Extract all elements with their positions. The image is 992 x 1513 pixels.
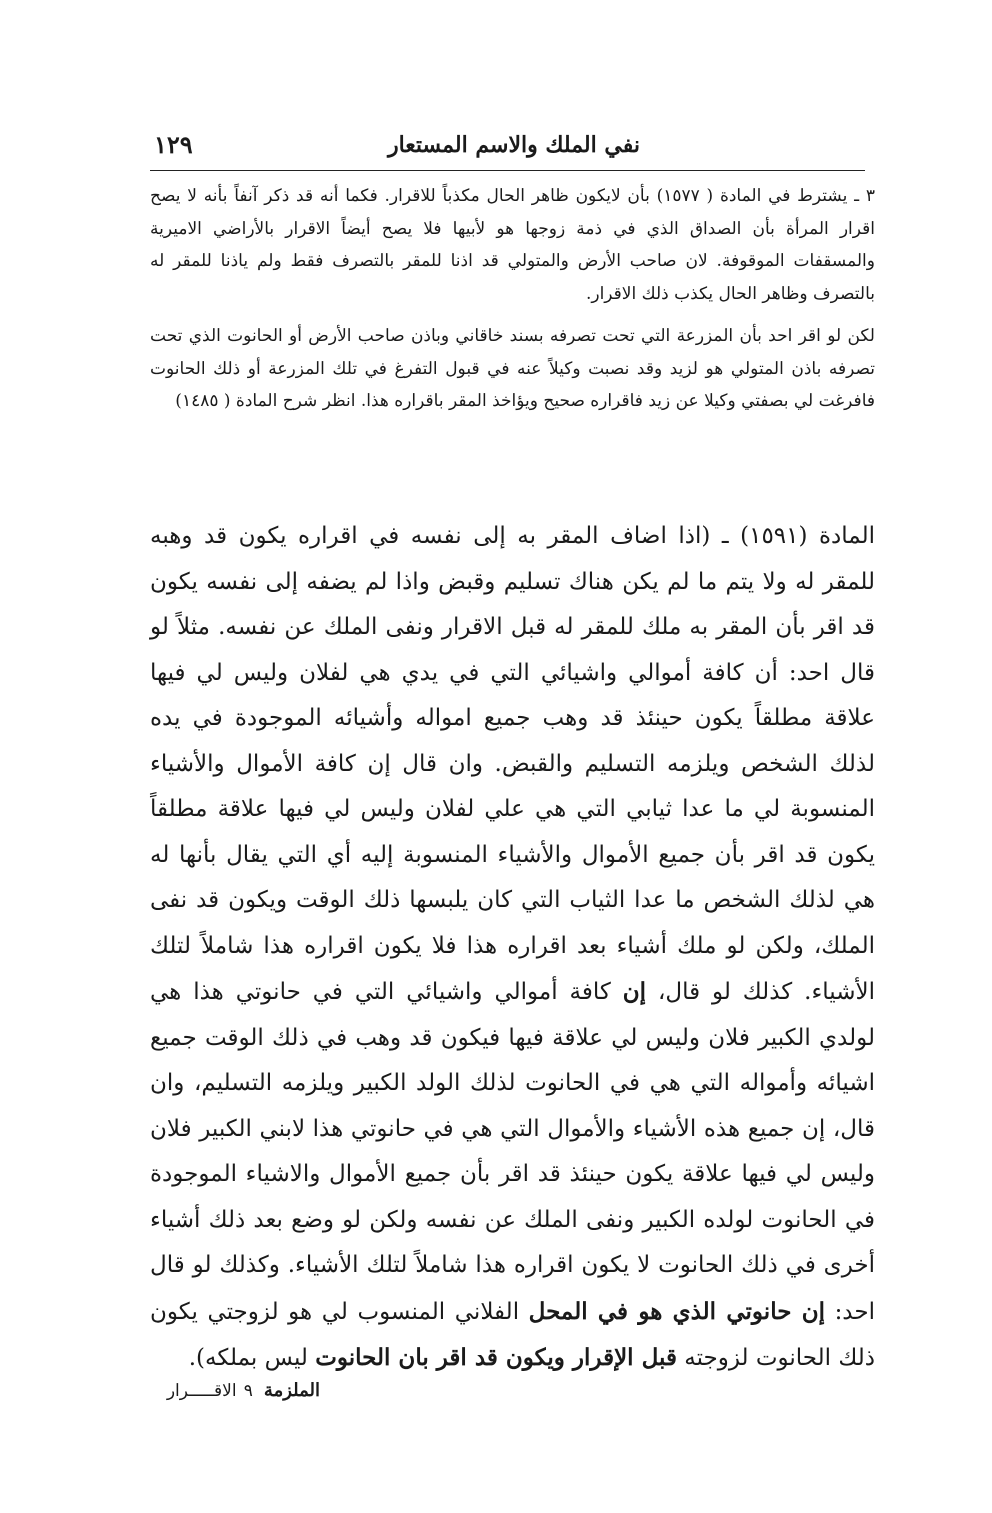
article-body [150,514,875,1382]
page-number: ١٢٩ [154,130,193,159]
article-text: ليس بملكه). [188,1345,308,1371]
article-text: كافة أموالي واشيائي التي في حانوتي هذا هي لولدي الكبير فلان وليس لي علاقة فيها فيكون قد وهب في ذلك الوقت جميع اشيائه وأمواله التي هي في الحانوت لذلك الولد الكبير ويلزمه التسليم، وان قال، إن جميع هذه الأشياء والأموال التي هي في حانوتي هذا لابني الكبير فلان وليس لي فيها علاقة يكون حينئذ قد اقر بأن جميع الأموال والاشياء الموجودة في الحانوت لولده الكبير ونفى الملك عن نفسه ولكن لو وضع بعد ذلك أشياء أخرى في ذلك الحانوت لا يكون اقراره هذا شاملاً لتلك الأشياء. وكذلك لو قال احد: [150,979,875,1325]
page-header [150,120,865,171]
article-text: المادة (١٥٩١) ـ (اذا اضاف المقر به إلى نفسه في اقراره يكون قد وهبه للمقر له ولا يتم ما لم يكن هناك تسليم وقبض واذا لم يضفه إلى نفسه يكون قد اقر بأن المقر به ملك للمقر له قبل الاقرار ونفى الملك عن نفسه. مثلاً لو قال احد: أن كافة أموالي واشيائي التي في يدي هي لفلان وليس لي فيها علاقة مطلقاً يكون حينئذ قد وهب جميع امواله وأشيائه الموجودة في يده لذلك الشخص ويلزمه التسليم والقبض. وان قال إن كافة الأموال والأشياء المنسوبة لي ما عدا ثيابي التي هي علي لفلان وليس لي فيها علاقة مطلقاً يكون قد اقر بأن جميع الأموال والأشياء المنسوبة إليه أي التي يقال بأنها له هي لذلك الشخص ما عدا الثياب التي كان يلبسها ذلك الوقت ويكون قد نفى الملك، ولكن لو ملك أشياء بعد اقراره هذا فلا يكون اقراره هذا شاملاً لتلك الأشياء. كذلك لو قال، [150,523,875,1005]
printer-signature [150,1380,320,1410]
footnote-paragraph: ٣ ـ يشترط في المادة ( ١٥٧٧) بأن لايكون ظاهر الحال مكذباً للاقرار. فكما أنه قد ذكر آنفاً بأنه لا يصح اقرار المرأة بأن الصداق الذي في ذمة زوجها هو لأبيها فلا يصح أيضاً الاقرار بالأراضي الاميرية والمسقفات الموقوفة. لان صاحب الأرض والمتولي قد اذنا للمقر بالتصرف فقط ولم ياذنا للمقر له بالتصرف وظاهر الحال يكذب ذلك الاقرار. [150,186,875,304]
article-bold-text: إن [622,978,647,1005]
running-title: نفي الملك والاسم المستعار [387,132,640,158]
article-bold-text: إن حانوتي الذي هو في المحل [528,1297,825,1325]
article-paragraph [150,514,875,1382]
footnotes-section [150,180,875,418]
signature-label: الملزمة [263,1380,320,1401]
article-text: الفلاني المنسوب لي هو لزوجتي يكون ذلك الحانوت لزوجته [150,1298,875,1371]
signature-number: ٩ [243,1381,253,1401]
signature-word: الاقـــــرار [166,1381,237,1401]
footnote-paragraph: لكن لو اقر احد بأن المزرعة التي تحت تصرفه بسند خاقاني وباذن صاحب الأرض أو الحانوت الذي تحت تصرفه باذن المتولي هو لزيد وقد نصبت وكيلاً عنه في قبول التفرغ في تلك المزرعة أو ذلك الحانوت فافرغت لي بصفتي وكيلا عن زيد فاقراره صحيح ويؤاخذ المقر باقراره هذا. انظر شرح المادة ( ١٤٨٥) [150,326,875,411]
article-bold-text: قبل الإقرار ويكون قد اقر بان الحانوت [315,1344,677,1371]
